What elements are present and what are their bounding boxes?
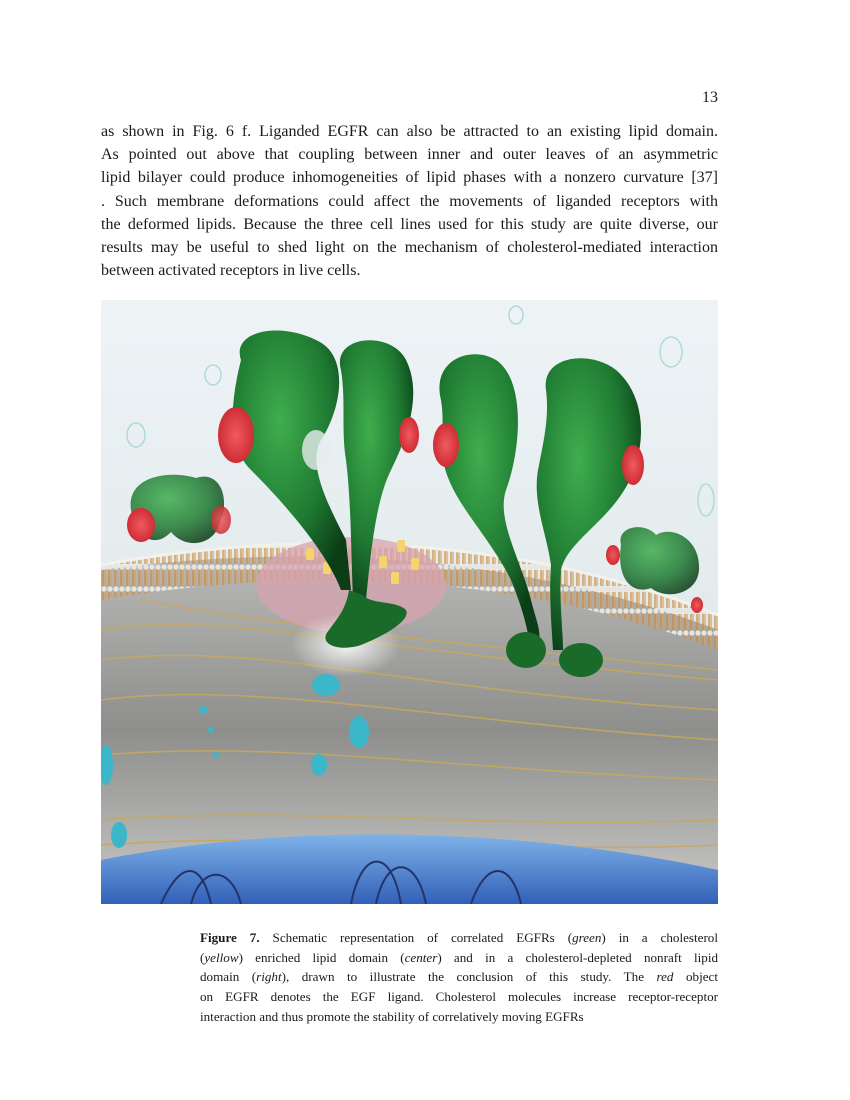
body-line: results may be useful to shed light on the mechanism of cholesterol-mediated interaction — [101, 239, 718, 257]
kinase-domain — [506, 632, 546, 668]
caption-text: domain ( — [200, 969, 257, 985]
body-paragraph — [101, 120, 718, 282]
ligand-red — [399, 417, 419, 453]
caption-italic: yellow — [204, 949, 239, 965]
caption-italic: right — [256, 969, 282, 985]
ligand-red — [218, 407, 254, 463]
ligand-red-bg-right — [606, 545, 620, 565]
body-line: as shown in Fig. 6 f. Liganded EGFR can also be attracted to an existing lipid domain. — [101, 123, 718, 140]
figure-caption — [200, 928, 718, 1027]
kinase-domain — [559, 643, 603, 677]
body-line: As pointed out above that coupling between inner and outer leaves of an asymmetric — [101, 146, 718, 164]
caption-line — [200, 928, 718, 948]
caption-line: on EGFR denotes the EGF ligand. Cholesterol molecules increase receptor-receptor — [200, 989, 718, 1005]
figure-label: Figure 7. — [200, 930, 260, 945]
ligand-red — [622, 445, 644, 485]
caption-text: Schematic representation of correlated EGFRs ( — [272, 930, 573, 945]
caption-text: ) enriched lipid domain ( — [238, 949, 405, 965]
caption-text: object — [673, 969, 718, 985]
caption-text: ) and in a cholesterol-depleted nonraft lipid — [437, 949, 718, 965]
caption-line: (yellow) enriched lipid domain (center) and in a cholesterol-depleted nonraft lipid — [200, 949, 718, 965]
caption-italic: center — [404, 949, 438, 965]
page-number: 13 — [702, 89, 718, 106]
figure-7-illustration — [101, 300, 718, 904]
ligand-red-bg-left — [127, 508, 155, 542]
caption-line: interaction and thus promote the stability of correlatively moving EGFRs — [200, 1008, 584, 1024]
caption-text: ) in a cholesterol — [601, 930, 718, 945]
body-line: between activated receptors in live cells. — [101, 262, 361, 280]
caption-italic: red — [656, 969, 674, 985]
egfr-membrane-illustration — [101, 300, 718, 904]
ligand-red — [433, 423, 459, 467]
caption-text: ), drawn to illustrate the conclusion of this study. The — [281, 969, 657, 985]
caption-italic: green — [572, 930, 602, 945]
receptor-gap — [302, 430, 330, 470]
body-line: the deformed lipids. Because the three cell lines used for this study are quite diverse, our — [101, 215, 718, 233]
body-line: lipid bilayer could produce inhomogeneities of lipid phases with a nonzero curvature [37] — [101, 169, 718, 187]
body-line: . Such membrane deformations could affect the movements of liganded receptors with — [101, 192, 718, 210]
ligand-red-bg-left-2 — [211, 506, 231, 534]
caption-line — [200, 967, 718, 987]
ligand-red-bg-right-2 — [691, 597, 703, 613]
